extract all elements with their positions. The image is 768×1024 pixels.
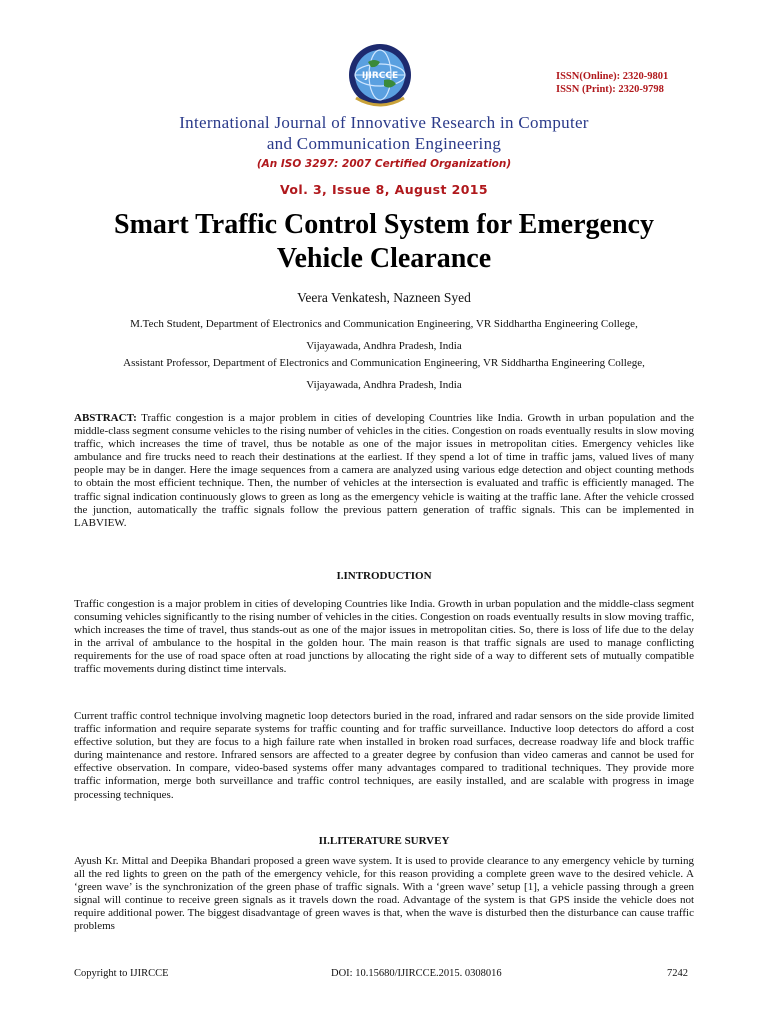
abstract-label: ABSTRACT:: [74, 412, 137, 424]
author-list: Veera Venkatesh, Nazneen Syed: [297, 290, 471, 305]
affiliation-1-line1: M.Tech Student, Department of Electronics and Communication Engineering, VR Siddhartha Engineering College,: [130, 318, 638, 330]
abstract-text: Traffic congestion is a major problem in cities of developing Countries like India. Growth in urban population and the middle-class segment consume vehicles to the rising number of vehicles in the cities. Congestion on roads eventually results in slow moving traffic, which increases the time of travel, thus be notable as one of the major issues in metropolitan cities. Emergency vehicles like ambulance and fire trucks need to reach their destinations at the earliest. If they spend a lot of time in traffic jams, valued lives of many people may be in danger. Here the image sequences from a camera are analyzed using various edge detection and object counting methods to obtain the most efficient technique. Then, the number of vehicles at the intersection is evaluated and traffic is efficiently managed. The traffic signal indication continuously glows to green as long as the emergency vehicle is waiting at the traffic lane. After the vehicle crossed the junction, automatically the traffic signals follow the previous pattern generation of traffic signals. This can be implemented in LABVIEW.: [74, 412, 694, 529]
journal-name-line2: and Communication Engineering: [266, 134, 502, 153]
footer-page-number: 7242: [667, 968, 688, 979]
literature-paragraph-1: Ayush Kr. Mittal and Deepika Bhandari proposed a green wave system. It is used to provide clearance to any emergency vehicle by turning all the red lights to green on the path of the emergency vehicle, for this reason providing a complete green wave to the desired vehicle. A ‘green wave’ is the synchronization of the green phase of traffic signals. With a ‘green wave’ setup [1], a vehicle passing through a green signal will continue to receive green signals as it travels down the road. Advantage of the system is that GPS inside the vehicle does not require additional power. The biggest disadvantage of green waves is that, when the wave is disturbed then the disturbance can cause traffic problems: [74, 855, 694, 933]
issn-print: ISSN (Print): 2320-9798: [556, 84, 664, 95]
intro-paragraph-1: Traffic congestion is a major problem in cities of developing Countries like India. Growth in urban population and the middle-class segment consuming vehicles significantly to the rising number of vehicles in the cities. Congestion on roads eventually results in slow moving traffic, which increases the time of travel, thus stands-out as one of the major issues in metropolitan cities. So, there is loss of life due to the delay in the arrival of ambulance to the hospital in the golden hour. The main reason is that traffic signals are used to manage conflicting requirements for the use of road space often at road junctions by allocating the right side of a way to different sets of mutually compatible traffic movements during distinct time intervals.: [74, 598, 694, 676]
issn-online: ISSN(Online): 2320-9801: [556, 71, 669, 82]
journal-name-line1: International Journal of Innovative Research in Computer: [179, 113, 589, 132]
issn-block: [556, 70, 668, 96]
section-heading-introduction: I.INTRODUCTION: [336, 570, 432, 582]
paper-title-line2: Vehicle Clearance: [276, 243, 492, 274]
affiliation-2-line1: Assistant Professor, Department of Electronics and Communication Engineering, VR Siddhartha Engineering College,: [123, 357, 645, 369]
paper-title: [40, 208, 728, 276]
footer-doi: DOI: 10.15680/IJIRCCE.2015. 0308016: [331, 968, 502, 979]
ijircce-globe-logo: [346, 42, 414, 110]
logo-text: IJIRCCE: [361, 71, 399, 81]
affiliation-1-line2: Vijayawada, Andhra Pradesh, India: [306, 340, 462, 352]
section-heading-literature-survey: II.LITERATURE SURVEY: [318, 835, 450, 847]
abstract: [74, 412, 694, 530]
volume-issue: Vol. 3, Issue 8, August 2015: [280, 182, 488, 197]
affiliation-1: [40, 313, 728, 357]
paper-title-line1: Smart Traffic Control System for Emergency: [114, 209, 654, 240]
iso-certification: (An ISO 3297: 2007 Certified Organization): [256, 158, 512, 170]
affiliation-2-line2: Vijayawada, Andhra Pradesh, India: [306, 379, 462, 391]
footer-copyright: Copyright to IJIRCCE: [74, 968, 169, 979]
journal-name: [60, 112, 708, 154]
affiliation-2: [40, 352, 728, 396]
intro-paragraph-2: Current traffic control technique involving magnetic loop detectors buried in the road, infrared and radar sensors on the side provide limited traffic information and require separate systems for traffic counting and for traffic surveillance. Inductive loop detectors do afford a cost effective solution, but they are focus to a high failure rate when installed in broken road surfaces, decrease roadway life and block traffic during maintenance and restore. Infrared sensors are affected to a greater degree by confusion than video cameras and cannot be used for effective observation. In compare, video-based systems offer many advantages compared to traditional techniques. They provide more traffic information, merge both surveillance and traffic control techniques, are easily installed, and are scalable with progress in image processing techniques.: [74, 710, 694, 801]
